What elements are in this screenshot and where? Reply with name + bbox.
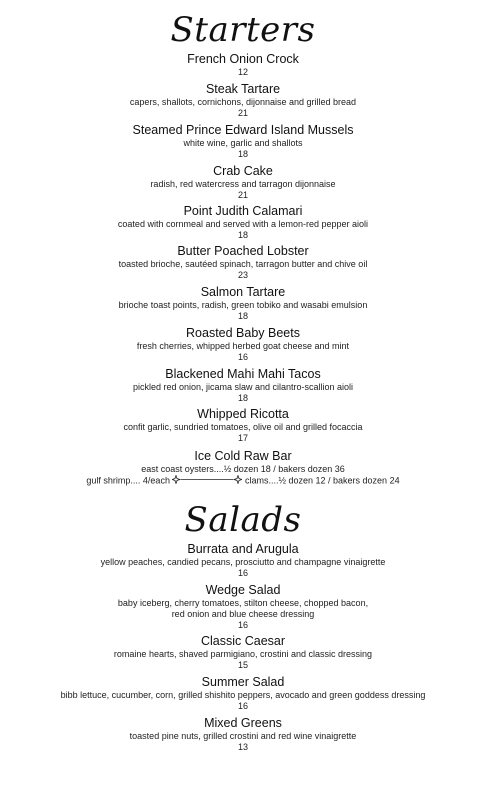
item-description: bibb lettuce, cucumber, corn, grilled shishito peppers, avocado and green goddess dressing	[60, 690, 426, 700]
item-name: Blackened Mahi Mahi Tacos	[165, 367, 321, 381]
raw-bar-oysters: east coast oysters....½ dozen 18 / bakers dozen 36	[141, 464, 345, 474]
item-price: 13	[237, 742, 248, 752]
menu-item	[0, 82, 486, 119]
item-price: 16	[237, 568, 248, 578]
item-description: pickled red onion, jicama slaw and cilantro-scallion aioli	[132, 382, 354, 392]
item-name: Wedge Salad	[205, 583, 281, 597]
item-description: coated with cornmeal and served with a lemon-red pepper aioli	[117, 219, 369, 229]
item-name: Mixed Greens	[204, 716, 282, 730]
ornament-divider-icon	[172, 475, 242, 487]
item-price: 16	[237, 701, 248, 711]
item-name: Steamed Prince Edward Island Mussels	[132, 123, 354, 137]
menu-item	[0, 285, 486, 322]
menu-item	[0, 367, 486, 404]
menu-item	[0, 716, 486, 753]
item-price: 21	[237, 108, 248, 118]
menu-item	[0, 164, 486, 201]
item-description: confit garlic, sundried tomatoes, olive oil and grilled focaccia	[123, 422, 363, 432]
item-price: 18	[237, 393, 248, 403]
item-price: 17	[237, 433, 248, 443]
item-description: yellow peaches, candied pecans, prosciutto and champagne vinaigrette	[100, 557, 386, 567]
item-description: toasted brioche, sautéed spinach, tarragon butter and chive oil	[118, 259, 368, 269]
item-price: 15	[237, 660, 248, 670]
item-price: 23	[237, 270, 248, 280]
item-description: baby iceberg, cherry tomatoes, stilton cheese, chopped bacon,	[117, 598, 369, 608]
raw-bar-shrimp: gulf shrimp.... 4/each	[86, 475, 170, 486]
item-name: Whipped Ricotta	[197, 407, 289, 421]
item-price: 21	[237, 190, 248, 200]
item-description-line2: red onion and blue cheese dressing	[171, 609, 315, 619]
menu-item	[0, 326, 486, 363]
menu-item	[0, 675, 486, 712]
menu-item	[0, 244, 486, 281]
item-name: Steak Tartare	[205, 82, 281, 96]
raw-bar-item	[0, 449, 486, 487]
salads-heading: Salads	[184, 500, 302, 540]
menu-item	[0, 407, 486, 444]
item-description: capers, shallots, cornichons, dijonnaise and grilled bread	[129, 97, 357, 107]
item-name: Crab Cake	[213, 164, 273, 178]
item-name: Point Judith Calamari	[183, 204, 303, 218]
menu-item	[0, 542, 486, 579]
item-name: Butter Poached Lobster	[177, 244, 309, 258]
menu-item	[0, 634, 486, 671]
raw-bar-shrimp-clams	[0, 475, 486, 487]
menu-item	[0, 52, 486, 78]
item-name: Summer Salad	[201, 675, 285, 689]
item-description: romaine hearts, shaved parmigiano, crostini and classic dressing	[113, 649, 373, 659]
starters-heading: Starters	[170, 10, 316, 50]
item-name: French Onion Crock	[187, 52, 299, 66]
item-price: 18	[237, 311, 248, 321]
menu-item	[0, 204, 486, 241]
item-name: Ice Cold Raw Bar	[194, 449, 292, 463]
item-description: fresh cherries, whipped herbed goat cheese and mint	[136, 341, 350, 351]
item-price: 16	[237, 620, 248, 630]
menu-item	[0, 123, 486, 160]
item-name: Salmon Tartare	[200, 285, 286, 299]
item-description: brioche toast points, radish, green tobiko and wasabi emulsion	[118, 300, 368, 310]
item-price: 16	[237, 352, 248, 362]
item-description: white wine, garlic and shallots	[183, 138, 303, 148]
menu-item	[0, 583, 486, 631]
item-price: 12	[237, 67, 248, 77]
item-description: toasted pine nuts, grilled crostini and red wine vinaigrette	[129, 731, 357, 741]
item-name: Roasted Baby Beets	[186, 326, 300, 340]
item-description: radish, red watercress and tarragon dijonnaise	[150, 179, 336, 189]
item-price: 18	[237, 149, 248, 159]
item-price: 18	[237, 230, 248, 240]
raw-bar-clams: clams....½ dozen 12 / bakers dozen 24	[244, 475, 400, 486]
item-name: Classic Caesar	[200, 634, 286, 648]
item-name: Burrata and Arugula	[187, 542, 299, 556]
